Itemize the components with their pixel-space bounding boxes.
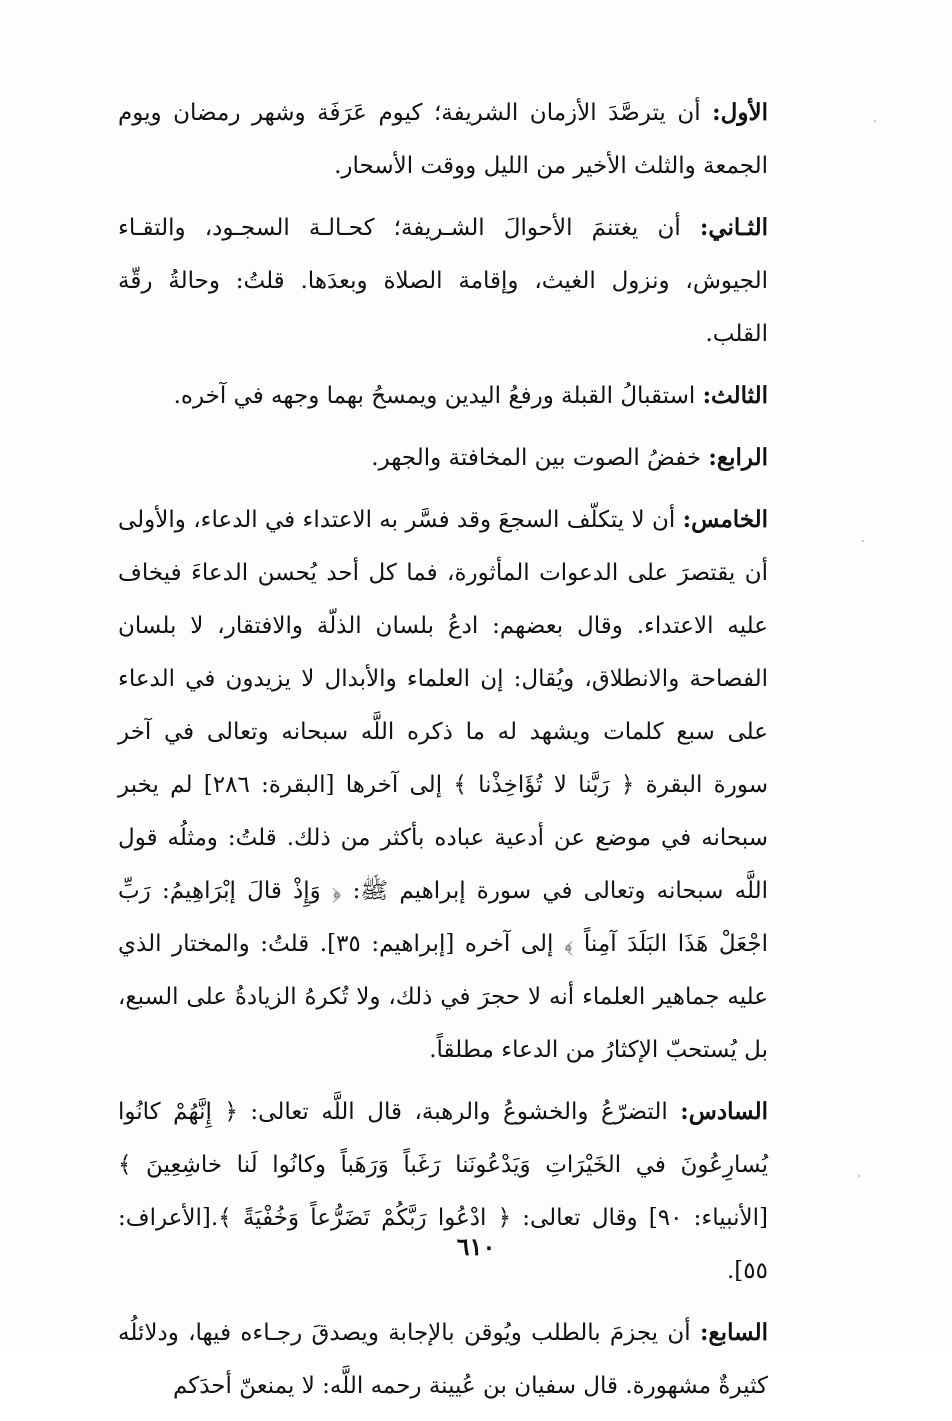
paragraph-fourth	[118, 431, 768, 485]
paragraph-text: أن يجزمَ بالطلب ويُوقن بالإجابة ويصدقَ رجـاءه فيها، ودلائلُه كثيرةٌ مشهورة. قال سفيان بن عُيينة رحمه اللَّه: لا يمنعنّ أحدَكم	[118, 1320, 768, 1399]
page-number: ٦١٠	[456, 1232, 496, 1261]
page-body	[118, 86, 768, 1421]
paragraph-text: خفضُ الصوت بين المخافتة والجهر.	[371, 445, 702, 471]
paragraph-label: الثـاني:	[699, 214, 769, 241]
paragraph-label: الثالث:	[702, 382, 768, 409]
scan-speck	[874, 120, 876, 122]
paragraph-label: الأول:	[712, 99, 768, 126]
paragraph-text: أن يغتنمَ الأحوالَ الشـريفة؛ كحـالـة السجـود، والتقـاء الجيوش، ونزول الغيث، وإقامة الصلاة وبعدَها. قلتُ: وحالةُ رقّة القلب.	[118, 215, 768, 347]
paragraph-second	[118, 201, 768, 361]
paragraph-text: أن لا يتكلّف السجعَ وقد فسَّر به الاعتداء في الدعاء، والأولى أن يقتصرَ على الدعوات المأثورة، فما كل أحد يُحسن الدعاءَ فيخاف عليه الاعتداء. وقال بعضهم: ادعُ بلسان الذلّة والافتقار، لا بلسان الفصاحة والانطلاق، ويُقال: إن العلماء والأبدال لا يزيدون في الدعاء على سبع كلمات ويشهد له ما ذكره اللَّه سبحانه وتعالى في آخر سورة البقرة ﴿ رَبَّنا لا تُؤَاخِذْنا ﴾ إلى آخرها [البقرة: ٢٨٦] لم يخبر سبحانه في موضع عن أدعية عباده بأكثر من ذلك. قلتُ: ومثلُه قول اللَّه سبحانه وتعالى في سورة إبراهيم ﷺ: ﴿ وَإِذْ قالَ إبْرَاهِيمُ: رَبِّ اجْعَلْ هَذَا البَلَدَ آمِناً ﴾ إلى آخره [إبراهيم: ٣٥]. قلتُ: والمختار الذي عليه جماهير العلماء أنه لا حجرَ في ذلك، ولا تُكرهُ الزيادةُ على السبع، بل يُستحبّ الإكثارُ من الدعاء مطلقاً.	[118, 507, 768, 1063]
paragraph-label: الرابع:	[708, 444, 768, 471]
paragraph-label: السادس:	[680, 1098, 768, 1125]
paragraph-third	[118, 369, 768, 423]
paragraph-label: الخامس:	[682, 506, 769, 533]
paragraph-label: السابع:	[699, 1319, 768, 1346]
scan-speck	[862, 540, 864, 542]
paragraph-text: التضرّعُ والخشوعُ والرهبة، قال اللَّه تعالى: ﴿ إِنَّهُمْ كانُوا يُسارِعُونَ في الخَيْرَاتِ وَيَدْعُونَنا رَغَباً وَرَهَباً وكانُوا لَنا خاشِعِينَ ﴾ [الأنبياء: ٩٠] وقال تعالى: ﴿ ادْعُوا رَبَّكُمْ تَضَرُّعاً وَخُفْيَةً ﴾.[الأعراف: ٥٥].	[118, 1099, 768, 1284]
paragraph-fifth	[118, 493, 768, 1077]
paragraph-text: أن يترصَّدَ الأزمان الشريفة؛ كيوم عَرَفَة وشهر رمضان ويوم الجمعة والثلث الأخير من الليل ووقت الأسحار.	[118, 100, 768, 179]
paragraph-text: استقبالُ القبلة ورفعُ اليدين ويمسحُ بهما وجهه في آخره.	[173, 383, 696, 409]
scan-speck	[858, 1175, 860, 1177]
paragraph-seventh	[118, 1306, 768, 1413]
paragraph-sixth	[118, 1085, 768, 1298]
paragraph-first	[118, 86, 768, 193]
